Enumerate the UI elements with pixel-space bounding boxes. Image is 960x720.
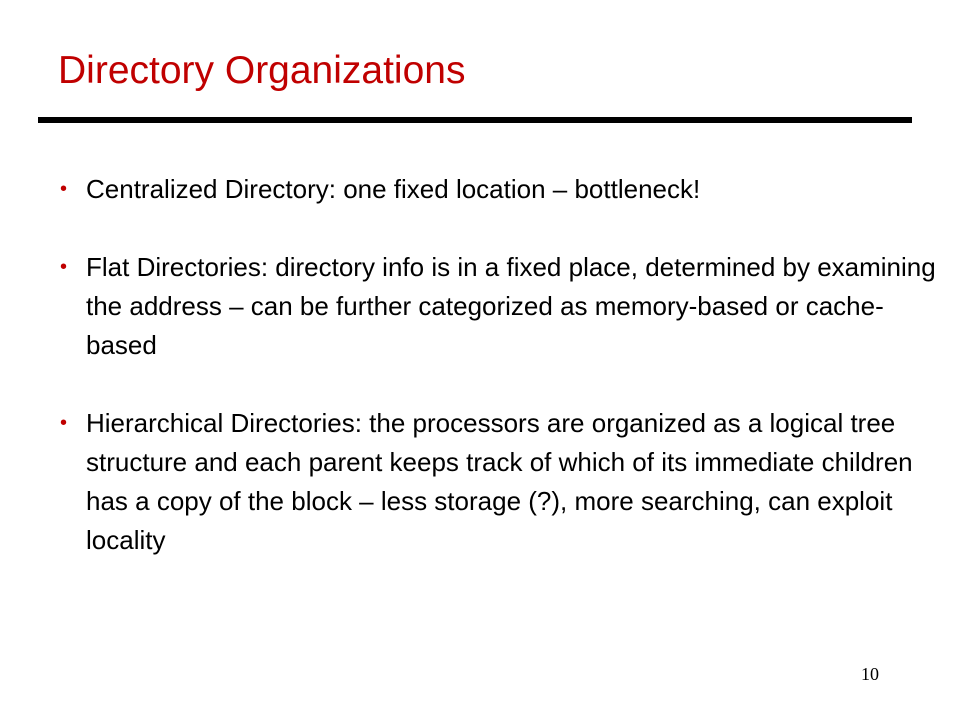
- bullet-dot-icon: •: [60, 256, 68, 278]
- bullet-text: Centralized Directory: one fixed location – bottleneck!: [86, 174, 701, 204]
- bullet-dot-icon: •: [60, 412, 68, 434]
- bullet-text: Hierarchical Directories: the processors are organized as a logical tree structure and each parent keeps track of which of its immediate children has a copy of the block – less storage (?), more searching, can exploit locality: [86, 408, 913, 555]
- page-number: 10: [861, 664, 879, 684]
- bullet-item-flat: [60, 248, 940, 365]
- slide-title: Directory Organizations: [58, 49, 466, 92]
- bullet-item-centralized: [60, 170, 940, 209]
- bullet-item-hierarchical: [60, 404, 940, 560]
- title-divider: [38, 117, 912, 123]
- bullet-list: [60, 170, 940, 599]
- bullet-text: Flat Directories: directory info is in a fixed place, determined by examining the address – can be further categorized as memory-based or cache-based: [86, 252, 936, 360]
- bullet-dot-icon: •: [60, 178, 68, 200]
